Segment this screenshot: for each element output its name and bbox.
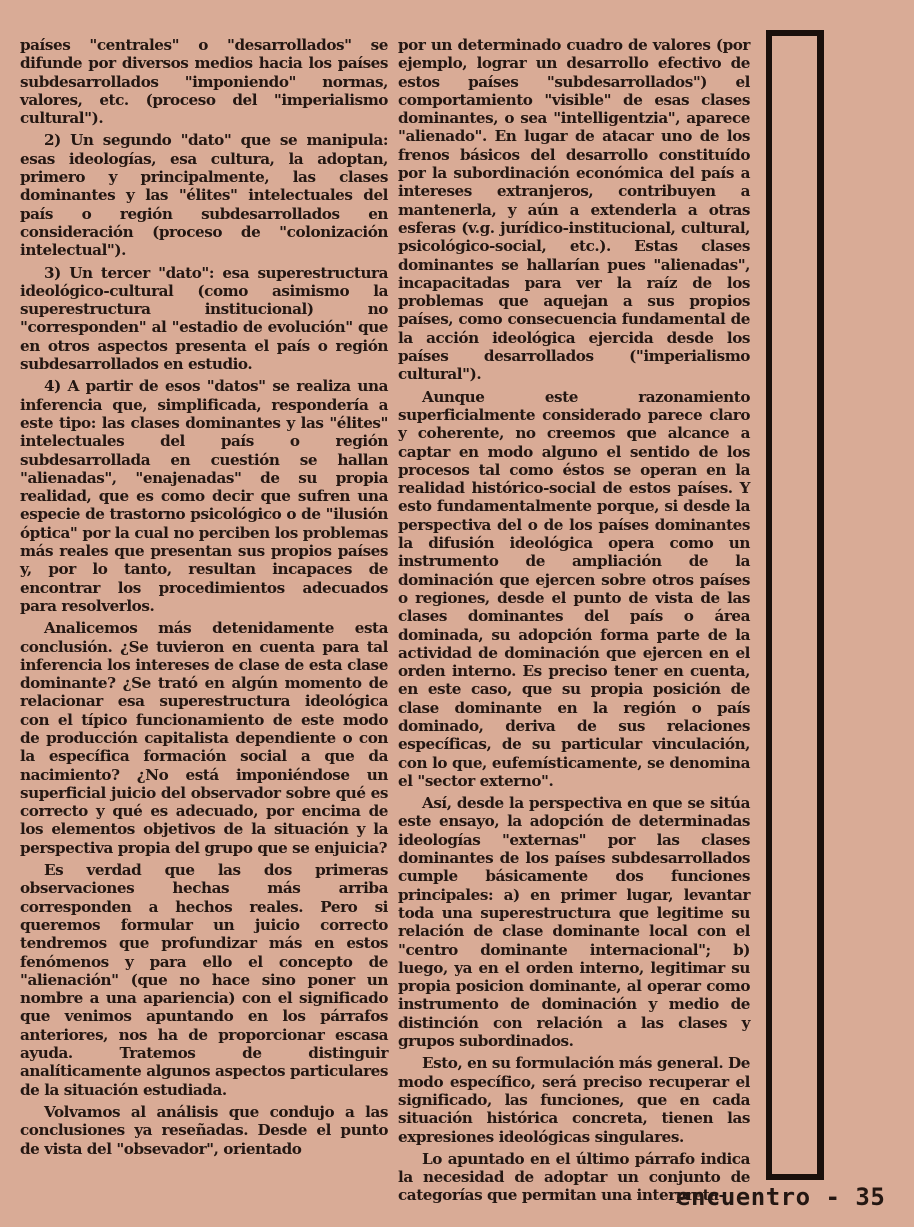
decorative-side-frame bbox=[766, 30, 824, 1180]
paragraph: Así, desde la perspectiva en que se sitúa este ensayo, la adopción de determinadas ideologías "externas" por las clases dominantes de los países subdesarrollados cumple básicamente dos funciones principales: a) en primer lugar, levantar toda una superestructura que legitime su relación de clase dominante local con el "centro dominante internacional"; b) luego, ya en el orden interno, legitimar su propia posicion dominante, al operar como instrumento de dominación y medio de distinción con relación a las clases y grupos subordinados. bbox=[398, 794, 750, 1051]
paragraph: Volvamos al análisis que condujo a las conclusiones ya reseñadas. Desde el punto de vista del "obsevador", orientado bbox=[20, 1102, 388, 1158]
paragraph: Lo apuntado en el último párrafo indica la necesidad de adoptar un conjunto de categorías que permitan una interpreta- bbox=[398, 1149, 750, 1205]
paragraph: 2) Un segundo "dato" que se manipula: esas ideologías, esa cultura, la adoptan, primero y principalmente, las clases dominantes y las "élites" intelectuales del país o región subdesarrollados en consideración (proceso de "colonización intelectual"). bbox=[20, 131, 388, 260]
paragraph: Aunque este razonamiento superficialmente considerado parece claro y coherente, no creemos que alcance a captar en modo alguno el sentido de los procesos tal como éstos se operan en la realidad histórico-social de estos países. Y esto fundamentalmente porque, si desde la perspectiva del o de los países dominantes la difusión ideológica opera como un instrumento de ampliación de la dominación que ejercen sobre otros países o regiones, desde el punto de vista de las clases dominantes del país o área dominada, su adopción forma parte de la actividad de dominación que ejercen en el orden interno. Es preciso tener en cuenta, en este caso, que su propia posición de clase dominante en la región o país dominado, deriva de sus relaciones específicas, de su particular vinculación, con lo que, eufemísticamente, se denomina el "sector externo". bbox=[398, 387, 750, 790]
paragraph: 3) Un tercer "dato": esa superestructura ideológico-cultural (como asimismo la superestructura institucional) no "corresponden" al "estadio de evolución" que en otros aspectos presenta el país o región subdesarrollados en estudio. bbox=[20, 263, 388, 374]
right-text-column bbox=[398, 36, 750, 1209]
page-footer: encuentro - 35 bbox=[676, 1183, 886, 1211]
paragraph: 4) A partir de esos "datos" se realiza una inferencia que, simplificada, respondería a este tipo: las clases dominantes y las "élites" intelectuales del país o región subdesarrollada en cuestión se hallan "alienadas", "enajenadas" de su propia realidad, que es como decir que sufren una especie de trastorno psicológico o de "ilusión óptica" por la cual no perciben los problemas más reales que presentan sus propios países y, por lo tanto, resultan incapaces de encontrar los procedimientos adecuados para resolverlos. bbox=[20, 377, 388, 615]
paragraph: Es verdad que las dos primeras observaciones hechas más arriba corresponden a hechos reales. Pero si queremos formular un juicio correcto tendremos que profundizar más en estos fenómenos y para ello el concepto de "alienación" (que no hace sino poner un nombre a una apariencia) con el significado que venimos apuntando en los párrafos anteriores, nos ha de proporcionar escasa ayuda. Tratemos de distinguir analíticamente algunos aspectos particulares de la situación estudiada. bbox=[20, 861, 388, 1099]
left-text-column bbox=[20, 36, 388, 1162]
paragraph: países "centrales" o "desarrollados" se difunde por diversos medios hacia los países subdesarrollados "imponiendo" normas, valores, etc. (proceso del "imperialismo cultural"). bbox=[20, 36, 388, 128]
paragraph: Analicemos más detenidamente esta conclusión. ¿Se tuvieron en cuenta para tal inferencia los intereses de clase de esta clase dominante? ¿Se trató en algún momento de relacionar esa superestructura ideológica con el típico funcionamiento de este modo de producción capitalista dependiente o con la específica formación social a que da nacimiento? ¿No está imponiéndose un superficial juicio del observador sobre qué es correcto y qué es adecuado, por encima de los elementos objetivos de la situación y la perspectiva propia del grupo que se enjuicia? bbox=[20, 619, 388, 857]
paragraph: por un determinado cuadro de valores (por ejemplo, lograr un desarrollo efectivo de estos países "subdesarrollados") el comportamiento "visible" de esas clases dominantes, o sea "intelligentzia", aparece "alienado". En lugar de atacar uno de los frenos básicos del desarrollo constituído por la subordinación económica del país a intereses extranjeros, contribuyen a mantenerla, y aún a extenderla a otras esferas (v.g. jurídico-institucional, cultural, psicológico-social, etc.). Estas clases dominantes se hallarían pues "alienadas", incapacitadas para ver la raíz de los problemas que aquejan a sus propios países, como consecuencia fundamental de la acción ideológica ejercida desde los países desarrollados ("imperialismo cultural"). bbox=[398, 36, 750, 384]
paragraph: Esto, en su formulación más general. De modo específico, será preciso recuperar el significado, las funciones, que en cada situación histórica concreta, tienen las expresiones ideológicas singulares. bbox=[398, 1054, 750, 1146]
